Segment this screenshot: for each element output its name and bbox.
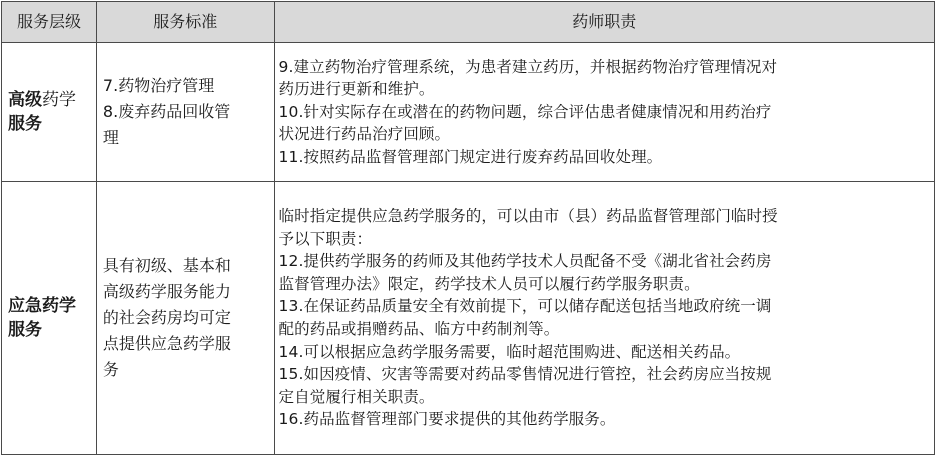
level-cell	[2, 182, 97, 455]
duty-line: 配的药品或捐赠药品、临方中药制剂等。	[278, 320, 560, 338]
standard-line: 8.废弃药品回收管	[102, 102, 231, 121]
duty-line: 13.在保证药品质量安全有效前提下，可以储存配送包括当地政府统一调	[278, 297, 772, 316]
standard-line: 7.药物治疗管理	[102, 76, 215, 95]
level-cell	[2, 43, 97, 182]
duty-line: 临时指定提供应急药学服务的，可以由市（县）药品监督管理部门临时授	[278, 207, 778, 226]
table-row	[2, 182, 935, 455]
header-standard: 服务标准	[96, 2, 274, 43]
level-bold: 应急药学	[8, 296, 76, 316]
duty-cell	[274, 43, 934, 182]
level-rest: 药学	[42, 90, 76, 110]
duty-line: 状况进行药品治疗回顾。	[278, 125, 451, 144]
duty-line: 15.如因疫情、灾害等需要对药品零售情况进行管控，社会药房应当按规	[278, 365, 772, 384]
duty-line: 定自觉履行相关职责。	[278, 387, 435, 406]
duty-line: 药历进行更新和维护。	[278, 80, 435, 99]
duty-line: 12.提供药学服务的药师及其他药学技术人员配备不受《湖北省社会药房	[278, 252, 772, 271]
duty-line: 10.针对实际存在或潜在的药物问题，综合评估患者健康情况和用药治疗	[278, 102, 772, 121]
standard-line: 高级药学服务能力	[102, 282, 231, 301]
service-table	[1, 1, 935, 455]
duty-cell	[274, 182, 934, 455]
duty-line: 监督管理办法》限定，药学技术人员可以履行药学服务职责。	[278, 274, 700, 293]
standard-line: 具有初级、基本和	[102, 256, 231, 275]
header-duty: 药师职责	[274, 2, 934, 43]
standard-cell	[96, 182, 274, 455]
duty-line: 14.可以根据应急药学服务需要，临时超范围购进、配送相关药品。	[278, 342, 741, 361]
header-row	[2, 2, 935, 43]
standard-line: 的社会药房均可定	[102, 308, 231, 327]
duty-line: 11.按照药品监督管理部门规定进行废弃药品回收处理。	[278, 147, 663, 166]
standard-cell	[96, 43, 274, 182]
duty-line: 予以下职责：	[278, 229, 373, 248]
table-row	[2, 43, 935, 182]
level-bold: 高级	[8, 90, 42, 110]
level-bold-2: 服务	[8, 320, 42, 340]
standard-line: 点提供应急药学服	[102, 334, 231, 353]
header-level: 服务层级	[2, 2, 97, 43]
duty-line: 9.建立药物治疗管理系统，为患者建立药历，并根据药物治疗管理情况对	[278, 57, 778, 76]
duty-line: 16.药品监督管理部门要求提供的其他药学服务。	[278, 410, 616, 429]
level-bold-2: 服务	[8, 114, 42, 134]
standard-line: 务	[102, 360, 119, 379]
standard-line: 理	[102, 128, 119, 147]
